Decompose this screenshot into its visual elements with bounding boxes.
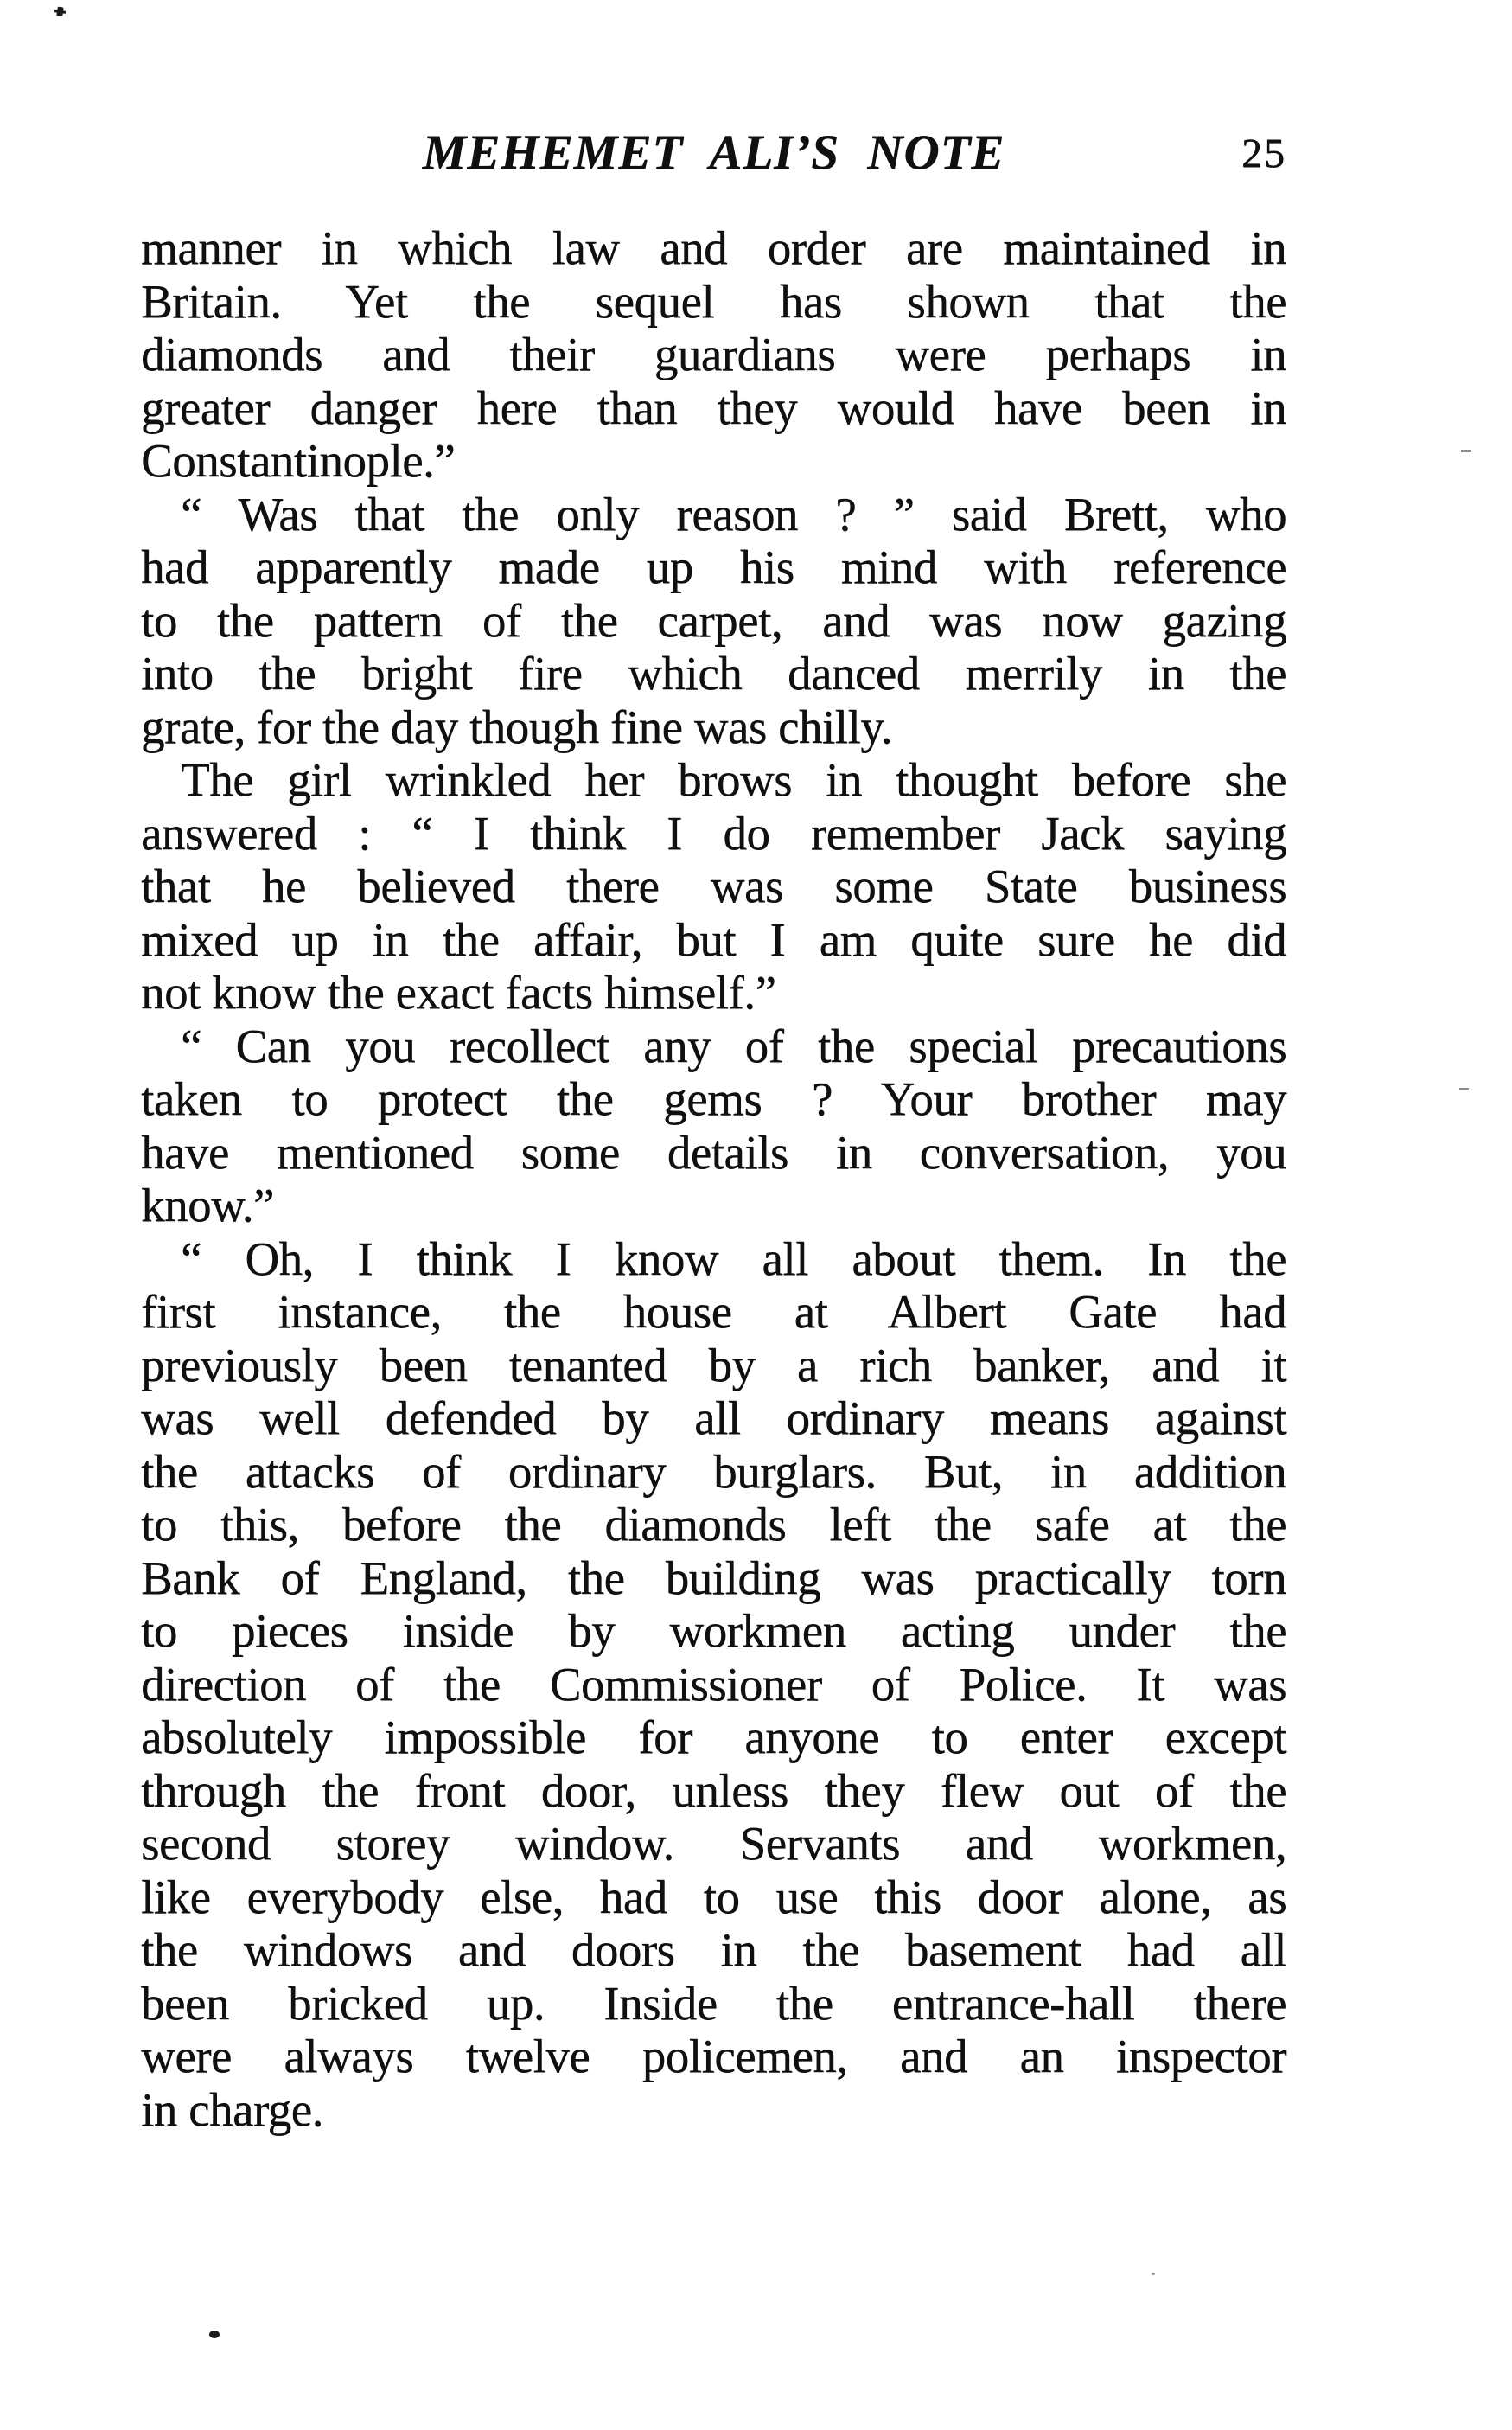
text-line: grate, for the day though fine was chilly. bbox=[141, 700, 892, 753]
text-line: were always twelve policemen, and an inspector bbox=[141, 2030, 1286, 2082]
text-line: absolutely impossible for anyone to enter except bbox=[141, 1711, 1286, 1763]
body-text bbox=[141, 221, 1286, 2136]
text-line: into the bright fire which danced merrily in the bbox=[141, 647, 1286, 700]
text-line: Britain. Yet the sequel has shown that the bbox=[141, 274, 1286, 328]
text-line: not know the exact facts himself.” bbox=[141, 966, 776, 1019]
text-line: to the pattern of the carpet, and was now gazing bbox=[141, 593, 1286, 647]
scan-speck bbox=[209, 2331, 220, 2338]
text-line: second storey window. Servants and workmen, bbox=[141, 1817, 1286, 1870]
running-header bbox=[141, 125, 1286, 182]
text-line: “ Was that the only reason ? ” said Brett, who bbox=[181, 487, 1286, 540]
text-line: through the front door, unless they flew out of the bbox=[141, 1763, 1286, 1817]
text-line: mixed up in the affair, but I am quite sure he did bbox=[141, 912, 1286, 966]
text-line: had apparently made up his mind with reference bbox=[141, 540, 1286, 593]
text-line: “ Oh, I think I know all about them. In the bbox=[181, 1231, 1286, 1285]
text-line: manner in which law and order are maintained in bbox=[141, 221, 1286, 274]
text-line: taken to protect the gems ? Your brother may bbox=[141, 1072, 1286, 1125]
text-line: have mentioned some details in conversation, you bbox=[141, 1125, 1286, 1179]
text-line: answered : “ I think I do remember Jack saying bbox=[141, 806, 1286, 860]
text-line: direction of the Commissioner of Police. It was bbox=[141, 1657, 1286, 1711]
text-line: been bricked up. Inside the entrance-hall there bbox=[141, 1976, 1286, 2030]
page-number: 25 bbox=[1241, 131, 1286, 176]
text-line: to this, before the diamonds left the safe at the bbox=[141, 1498, 1286, 1551]
text-line: the attacks of ordinary burglars. But, in addition bbox=[141, 1444, 1286, 1498]
text-line: that he believed there was some State business bbox=[141, 860, 1286, 912]
text-line: like everybody else, had to use this door alone, as bbox=[141, 1870, 1286, 1923]
scan-speck bbox=[1152, 2273, 1155, 2275]
text-line: diamonds and their guardians were perhaps in bbox=[141, 328, 1286, 380]
scan-speck bbox=[56, 7, 63, 17]
text-line: The girl wrinkled her brows in thought before she bbox=[181, 753, 1286, 806]
text-line: know.” bbox=[141, 1179, 274, 1231]
running-header-title: MEHEMET ALI’S NOTE bbox=[422, 125, 1005, 180]
text-line: the windows and doors in the basement had all bbox=[141, 1923, 1286, 1976]
text-line: first instance, the house at Albert Gate had bbox=[141, 1285, 1286, 1338]
text-line: Bank of England, the building was practically torn bbox=[141, 1551, 1286, 1604]
text-line: in charge. bbox=[141, 2082, 323, 2136]
text-line: previously been tenanted by a rich banker, and it bbox=[141, 1338, 1286, 1391]
text-line: to pieces inside by workmen acting under the bbox=[141, 1604, 1286, 1657]
scan-speck bbox=[1461, 450, 1471, 452]
text-line: Constantinople.” bbox=[141, 434, 456, 487]
scan-speck bbox=[1459, 1088, 1469, 1090]
text-line: “ Can you recollect any of the special precautions bbox=[181, 1019, 1286, 1072]
text-line: was well defended by all ordinary means against bbox=[141, 1391, 1286, 1444]
text-line: greater danger here than they would have been in bbox=[141, 380, 1286, 434]
